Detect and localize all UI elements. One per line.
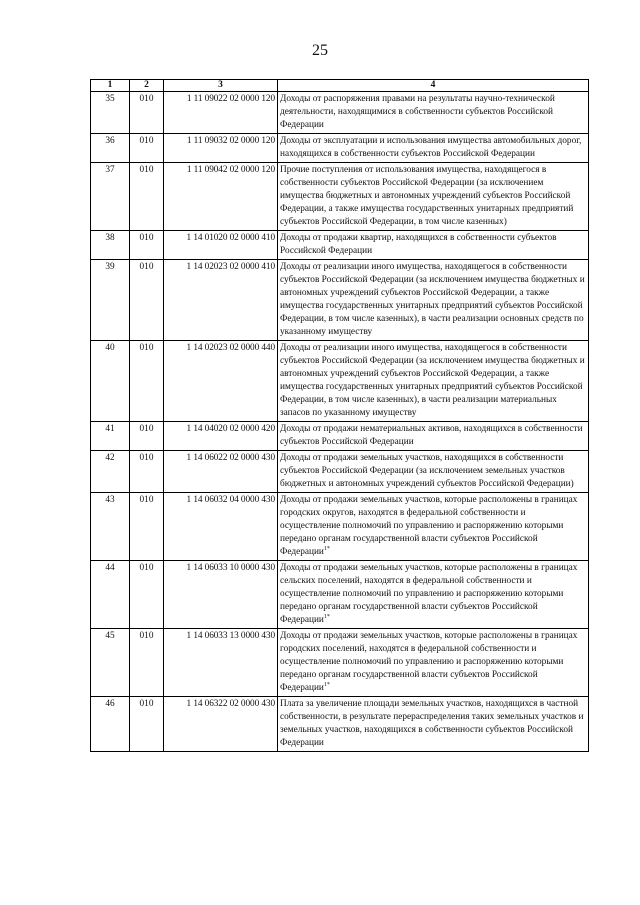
budget-code-cell [164, 134, 278, 163]
row-number-cell-text: 37 [105, 165, 115, 175]
budget-code-cell [164, 231, 278, 260]
budget-code-cell [164, 561, 278, 629]
revenue-description-cell-text: Доходы от эксплуатации и использования имущества автомобильных дорог, находящихся в собственности субъектов Российской Федерации [280, 136, 582, 159]
table-row [91, 451, 589, 493]
admin-code-cell-text: 010 [139, 699, 154, 709]
row-number-cell [91, 629, 130, 697]
budget-code-cell [164, 422, 278, 451]
row-number-cell-text: 40 [105, 343, 115, 353]
revenue-description-cell [278, 493, 589, 561]
admin-code-cell-text: 010 [139, 233, 154, 243]
budget-code-cell [164, 92, 278, 134]
revenue-description-cell-text: Доходы от реализации иного имущества, находящегося в собственности субъектов Российской Федерации (за исключением имущества бюджетных и автономных учреждений субъектов Российской Федерации, а также имущества государственных унитарных предприятий субъектов Российской Федерации, в том числе казенных), в части реализации материальных запасов по указанному имуществу [280, 343, 585, 418]
row-number-cell-text: 46 [105, 699, 115, 709]
revenue-description-cell [278, 92, 589, 134]
budget-code-cell-text: 1 11 09022 02 0000 120 [186, 94, 275, 104]
row-number-cell [91, 92, 130, 134]
revenue-codes-table [90, 79, 589, 752]
row-number-cell-text: 43 [105, 495, 115, 505]
admin-code-cell [130, 92, 164, 134]
revenue-description-cell [278, 231, 589, 260]
table-row [91, 422, 589, 451]
budget-code-cell [164, 341, 278, 422]
admin-code-cell-text: 010 [139, 424, 154, 434]
admin-code-cell-text: 010 [139, 94, 154, 104]
admin-code-cell [130, 561, 164, 629]
row-number-cell-text: 35 [105, 94, 115, 104]
page-number: 25 [312, 42, 328, 59]
row-number-cell-text: 41 [105, 424, 115, 434]
table-row [91, 134, 589, 163]
budget-code-cell-text: 1 14 06033 13 0000 430 [186, 631, 275, 641]
budget-code-cell-text: 1 14 04020 02 0000 420 [186, 424, 275, 434]
row-number-cell [91, 163, 130, 231]
admin-code-cell-text: 010 [139, 165, 154, 175]
table-row [91, 260, 589, 341]
revenue-description-cell-text: Доходы от продажи земельных участков, которые расположены в границах сельских поселений, находятся в федеральной собственности и осуществление полномочий по управлению и распоряжению которыми передано органам государственной власти субъектов Российской Федерации [280, 563, 578, 625]
budget-code-cell-text: 1 14 02023 02 0000 410 [186, 262, 275, 272]
admin-code-cell [130, 163, 164, 231]
header-col-4: 4 [278, 80, 589, 92]
admin-code-cell-text: 010 [139, 631, 154, 641]
row-number-cell [91, 231, 130, 260]
revenue-description-cell [278, 697, 589, 752]
budget-code-cell [164, 163, 278, 231]
row-number-cell [91, 260, 130, 341]
row-number-cell-text: 44 [105, 563, 115, 573]
row-number-cell [91, 697, 130, 752]
admin-code-cell [130, 451, 164, 493]
admin-code-cell-text: 010 [139, 495, 154, 505]
revenue-description-cell-text: Доходы от продажи земельных участков, которые расположены в границах городских поселений, находятся в федеральной собственности и осуществление полномочий по управлению и распоряжению которыми передано органам государственной власти субъектов Российской Федерации [280, 631, 578, 693]
budget-code-cell [164, 493, 278, 561]
header-col-3: 3 [164, 80, 278, 92]
table-row [91, 493, 589, 561]
header-col-1: 1 [91, 80, 130, 92]
admin-code-cell [130, 341, 164, 422]
revenue-description-cell [278, 260, 589, 341]
table-row [91, 231, 589, 260]
footnote-marker: 1* [323, 545, 330, 552]
row-number-cell-text: 42 [105, 453, 115, 463]
budget-code-cell-text: 1 14 06322 02 0000 430 [186, 699, 275, 709]
budget-code-cell-text: 1 14 06022 02 0000 430 [186, 453, 275, 463]
admin-code-cell-text: 010 [139, 343, 154, 353]
admin-code-cell [130, 231, 164, 260]
footnote-marker: 1* [323, 613, 330, 620]
table-header-row [91, 80, 589, 92]
admin-code-cell [130, 697, 164, 752]
row-number-cell [91, 451, 130, 493]
budget-code-cell-text: 1 11 09032 02 0000 120 [186, 136, 275, 146]
budget-code-cell-text: 1 14 01020 02 0000 410 [186, 233, 275, 243]
table-row [91, 629, 589, 697]
admin-code-cell [130, 260, 164, 341]
revenue-description-cell [278, 561, 589, 629]
footnote-marker: 1* [323, 681, 330, 688]
revenue-description-cell-text: Доходы от распоряжения правами на результаты научно-технической деятельности, находящимися в собственности субъектов Российской Федерации [280, 94, 555, 130]
row-number-cell-text: 45 [105, 631, 115, 641]
row-number-cell [91, 422, 130, 451]
budget-code-cell [164, 629, 278, 697]
revenue-description-cell [278, 134, 589, 163]
admin-code-cell-text: 010 [139, 136, 154, 146]
admin-code-cell [130, 629, 164, 697]
revenue-description-cell-text: Доходы от продажи земельных участков, которые расположены в границах городских округов, находятся в федеральной собственности и осуществление полномочий по управлению и распоряжению которыми передано органам государственной власти субъектов Российской Федерации [280, 495, 578, 557]
table-row [91, 341, 589, 422]
budget-code-cell [164, 260, 278, 341]
row-number-cell-text: 38 [105, 233, 115, 243]
revenue-description-cell [278, 422, 589, 451]
table-row [91, 92, 589, 134]
header-col-2: 2 [130, 80, 164, 92]
revenue-description-cell [278, 341, 589, 422]
admin-code-cell-text: 010 [139, 563, 154, 573]
budget-code-cell-text: 1 11 09042 02 0000 120 [186, 165, 275, 175]
revenue-description-cell-text: Доходы от продажи квартир, находящихся в собственности субъектов Российской Федерации [280, 233, 557, 256]
revenue-description-cell-text: Плата за увеличение площади земельных участков, находящихся в частной собственности, в результате перераспределения таких земельных участков и земельных участков, находящихся в собственности субъектов Российской Федерации [280, 699, 584, 748]
row-number-cell-text: 36 [105, 136, 115, 146]
row-number-cell [91, 134, 130, 163]
table-row [91, 163, 589, 231]
revenue-description-cell [278, 629, 589, 697]
row-number-cell [91, 561, 130, 629]
budget-code-cell-text: 1 14 06032 04 0000 430 [186, 495, 275, 505]
admin-code-cell [130, 493, 164, 561]
table-row [91, 697, 589, 752]
revenue-description-cell-text: Доходы от продажи земельных участков, находящихся в собственности субъектов Российской Федерации (за исключением земельных участков бюджетных и автономных учреждений субъектов Российской Федерации) [280, 453, 574, 489]
revenue-description-cell-text: Доходы от реализации иного имущества, находящегося в собственности субъектов Российской Федерации (за исключением имущества бюджетных и автономных учреждений субъектов Российской Федерации, а также имущества государственных унитарных предприятий субъектов Российской Федерации, в том числе казенных), в части реализации основных средств по указанному имуществу [280, 262, 585, 337]
revenue-description-cell-text: Доходы от продажи нематериальных активов, находящихся в собственности субъектов Российской Федерации [280, 424, 583, 447]
table-row [91, 561, 589, 629]
row-number-cell [91, 341, 130, 422]
revenue-description-cell [278, 163, 589, 231]
row-number-cell [91, 493, 130, 561]
revenue-description-cell [278, 451, 589, 493]
revenue-description-cell-text: Прочие поступления от использования имущества, находящегося в собственности субъектов Российской Федерации (за исключением имущества бюджетных и автономных учреждений субъектов Российской Федерации, а также имущества государственных унитарных предприятий субъектов Российской Федерации, в том числе казенных) [280, 165, 574, 227]
budget-code-cell-text: 1 14 02023 02 0000 440 [186, 343, 275, 353]
budget-code-cell-text: 1 14 06033 10 0000 430 [186, 563, 275, 573]
row-number-cell-text: 39 [105, 262, 115, 272]
admin-code-cell [130, 134, 164, 163]
budget-code-cell [164, 451, 278, 493]
admin-code-cell-text: 010 [139, 262, 154, 272]
admin-code-cell-text: 010 [139, 453, 154, 463]
admin-code-cell [130, 422, 164, 451]
budget-code-cell [164, 697, 278, 752]
